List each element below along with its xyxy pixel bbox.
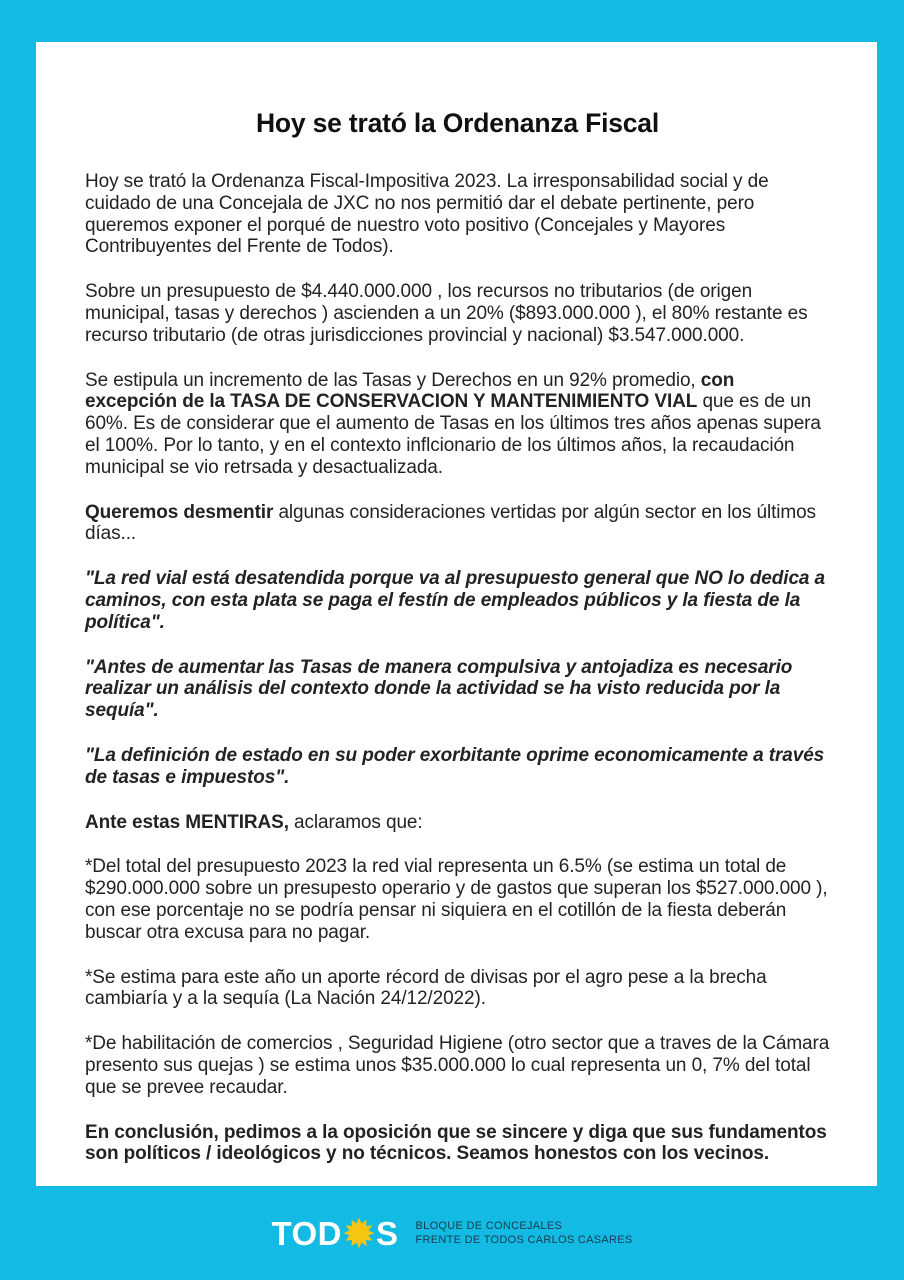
paragraph-segment: *Se estima para este año un aporte récord de divisas por el agro pese a la brecha cambiaría y a la sequía (La Nación 24/12/2022). — [85, 966, 767, 1010]
paragraph — [85, 856, 830, 943]
sun-icon — [343, 1217, 375, 1249]
todos-logo — [271, 1214, 399, 1252]
paragraph — [85, 1122, 830, 1166]
paragraph — [85, 812, 830, 834]
paragraph-segment: Ante estas MENTIRAS, — [85, 811, 289, 833]
logo-text-tod: TOD — [271, 1214, 342, 1252]
document-paper — [36, 42, 877, 1186]
document-title: Hoy se trató la Ordenanza Fiscal — [255, 108, 660, 138]
paragraph-segment: "La red vial está desatendida porque va al presupuesto general que NO lo dedica a caminos, con esta plata se paga el festín de empleados públicos y la fiesta de la política". — [85, 568, 826, 633]
paragraph-segment: algunas consideraciones vertidas por algún sector en los últimos días... — [85, 501, 816, 545]
paragraph-segment: "La definición de estado en su poder exorbitante oprime economicamente a través de tasas e impuestos". — [85, 744, 825, 788]
paragraph-segment: Queremos desmentir — [85, 501, 274, 523]
paragraph-segment: aclaramos que: — [288, 811, 423, 833]
paragraph-segment: que es de un 60%. Es de considerar que el aumento de Tasas en los últimos tres años apenas supera el 100%. Por lo tanto, y en el contexto inflcionario de los últimos años, la recaudación municipal se vio retrsada y desactualizada. — [85, 391, 821, 478]
paragraph — [85, 502, 830, 546]
paragraph — [85, 967, 830, 1011]
logo-text-s: S — [376, 1214, 399, 1252]
paragraph — [85, 171, 830, 258]
paragraph — [85, 657, 830, 722]
paragraph-segment: Hoy se trató la Ordenanza Fiscal-Impositiva 2023. La irresponsabilidad social y de cuidado de una Concejala de JXC no nos permitió dar el debate pertinente, pero queremos exponer el porqué de nuestro voto positivo (Concejales y Mayores Contribuyentes del Frente de Todos). — [85, 171, 769, 258]
paragraph-segment: Sobre un presupuesto de $4.440.000.000 , los recursos no tributarios (de origen municipal, tasas y derechos ) ascienden a un 20% ($893.000.000 ), el 80% restante es recurso tributario (de otras jurisdicciones provincial y nacional) $3.547.000.000. — [85, 281, 808, 346]
footer-band — [0, 1186, 904, 1280]
paragraph — [85, 370, 830, 479]
paragraph-segment: *De habilitación de comercios , Seguridad Higiene (otro sector que a traves de la Cámara presento sus quejas ) se estima unos $35.000.000 lo cual representa un 0, 7% del total que se prevee recaudar. — [85, 1033, 830, 1098]
paragraph-segment: En conclusión, pedimos a la oposición que se sincere y diga que sus fundamentos son políticos / ideológicos y no técnicos. Seamos honestos con los vecinos. — [85, 1121, 827, 1165]
document-body — [85, 171, 830, 1165]
paragraph — [85, 281, 830, 346]
footer-caption — [416, 1219, 633, 1247]
paragraph — [85, 568, 830, 633]
footer-caption-line2: FRENTE DE TODOS CARLOS CASARES — [415, 1234, 633, 1246]
paragraph-segment: Se estipula un incremento de las Tasas y Derechos en un 92% promedio, — [85, 369, 701, 391]
paragraph — [85, 745, 830, 789]
paragraph-segment: "Antes de aumentar las Tasas de manera compulsiva y antojadiza es necesario realizar un análisis del contexto donde la actividad se ha visto reducida por la sequía". — [85, 656, 793, 722]
paragraph-segment: *Del total del presupuesto 2023 la red vial representa un 6.5% (se estima un total de $290.000.000 sobre un presupesto operario y de gastos que superan los $527.000.000 ), con ese porcentaje no se podría pensar ni siquiera en el cotillón de la fiesta deberán buscar otra excusa para no pagar. — [85, 856, 828, 943]
paragraph — [85, 1033, 830, 1098]
footer-caption-line1: BLOQUE DE CONCEJALES — [415, 1220, 563, 1232]
paragraph-segment: con excepción de la TASA DE CONSERVACION Y MANTENIMIENTO VIAL — [85, 369, 735, 413]
